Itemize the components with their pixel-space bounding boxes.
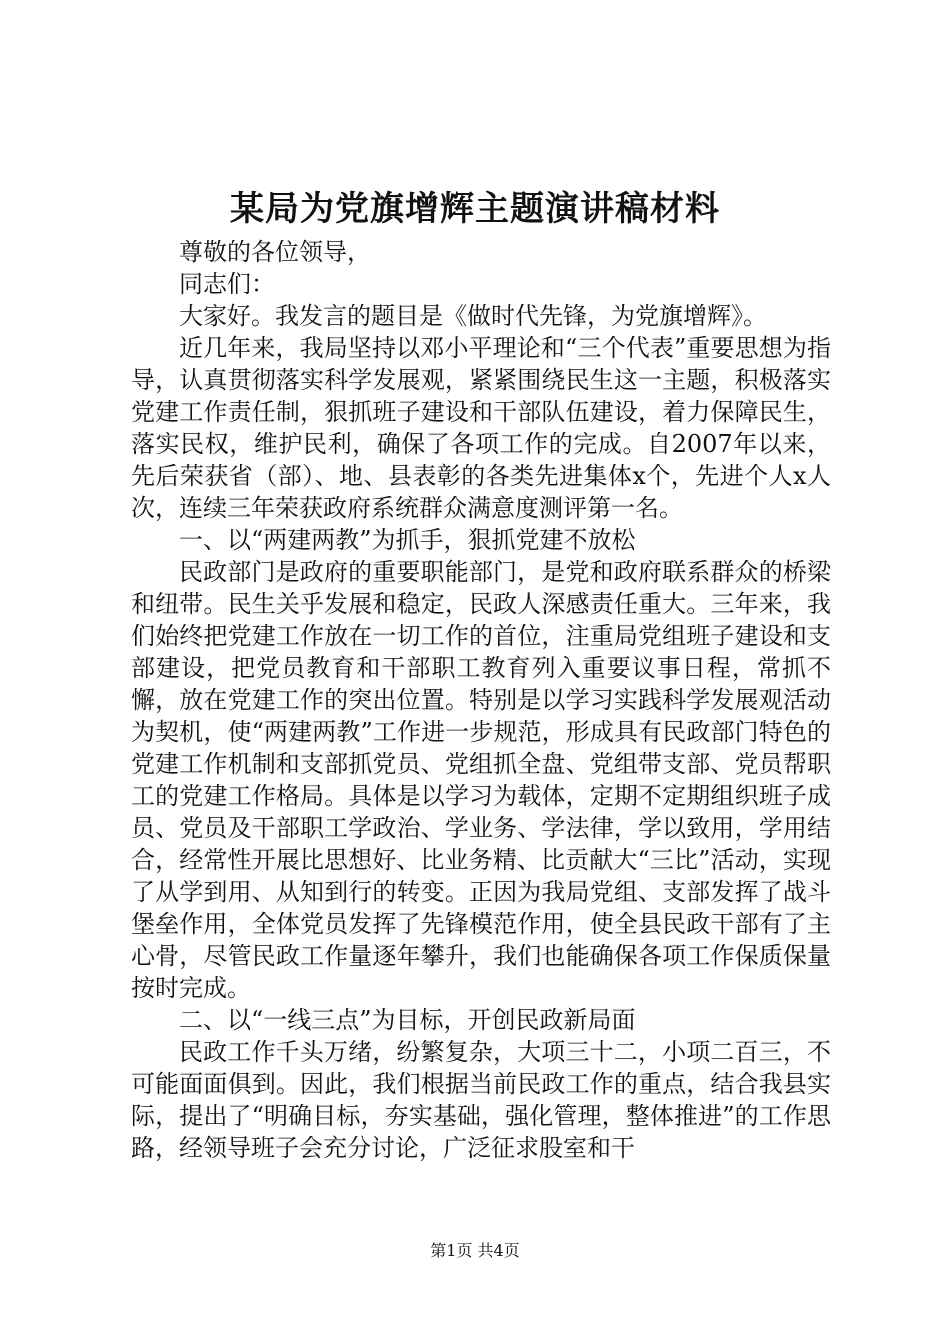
section-heading-2: 二、以“一线三点”为目标，开创民政新局面 (179, 1006, 636, 1034)
section-2-paragraph: 民政工作千头万绪，纷繁复杂，大项三十二，小项二百三，不可能面面俱到。因此，我们根据当前民政工作的重点，结合我县实际，提出了“明确目标，夯实基础，强化管理，整体推进”的工作思路，经领导班子会充分讨论，广泛征求股室和干 (131, 1038, 831, 1162)
salutation-leaders: 尊敬的各位领导， (179, 238, 371, 266)
intro-paragraph: 近几年来，我局坚持以邓小平理论和“三个代表”重要思想为指导，认真贯彻落实科学发展观，紧紧围绕民生这一主题，积极落实党建工作责任制，狠抓班子建设和干部队伍建设，着力保障民生，落实民权，维护民利，确保了各项工作的完成。自2007年以来，先后荣获省（部）、地、县表彰的各类先进集体x个，先进个人x人次，连续三年荣获政府系统群众满意度测评第一名。 (131, 334, 831, 522)
document-body (131, 236, 831, 1164)
salutation-comrades: 同志们： (179, 270, 275, 298)
document-title: 某局为党旗增辉主题演讲稿材料 (230, 189, 720, 229)
page-footer: 第1页 共4页 (430, 1241, 520, 1260)
section-heading-1: 一、以“两建两教”为抓手，狠抓党建不放松 (179, 526, 636, 554)
opening-paragraph: 大家好。我发言的题目是《做时代先锋，为党旗增辉》。 (179, 302, 767, 330)
section-1-paragraph: 民政部门是政府的重要职能部门，是党和政府联系群众的桥梁和纽带。民生关乎发展和稳定，民政人深感责任重大。三年来，我们始终把党建工作放在一切工作的首位，注重局党组班子建设和支部建设，把党员教育和干部职工教育列入重要议事日程，常抓不懈，放在党建工作的突出位置。特别是以学习实践科学发展观活动为契机，使“两建两教”工作进一步规范，形成具有民政部门特色的党建工作机制和支部抓党员、党组抓全盘、党组带支部、党员帮职工的党建工作格局。具体是以学习为载体，定期不定期组织班子成员、党员及干部职工学政治、学业务、学法律，学以致用，学用结合，经常性开展比思想好、比业务精、比贡献大“三比”活动，实现了从学到用、从知到行的转变。正因为我局党组、支部发挥了战斗堡垒作用，全体党员发挥了先锋模范作用，使全县民政干部有了主心骨，尽管民政工作量逐年攀升，我们也能确保各项工作保质保量按时完成。 (131, 558, 831, 1002)
